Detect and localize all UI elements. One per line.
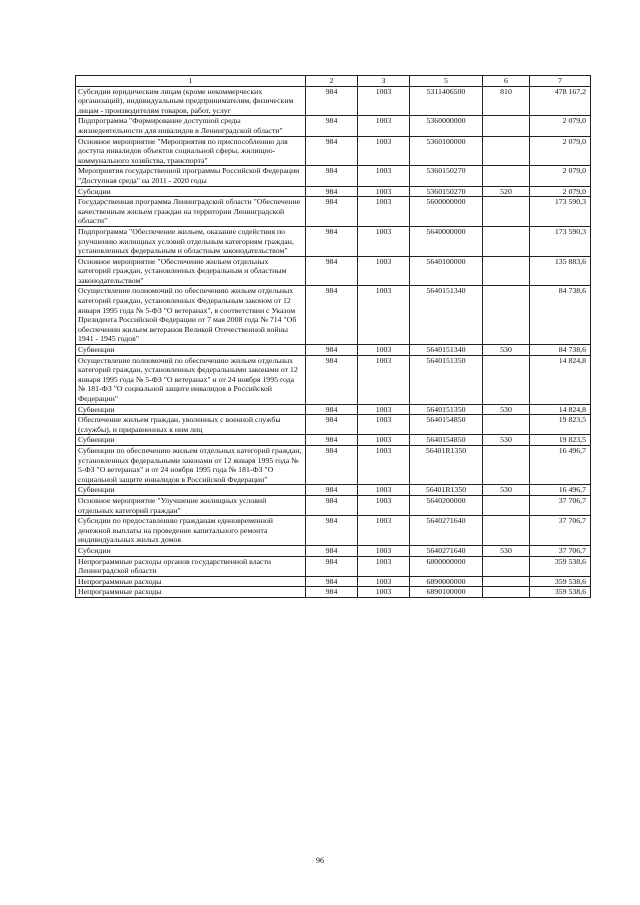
row-expense-type-cell <box>483 415 530 435</box>
row-name-cell: Субвенции <box>76 485 306 496</box>
row-amount-cell: 359 538,6 <box>530 587 591 598</box>
row-amount-cell: 2 079,0 <box>530 116 591 136</box>
row-admin-code-cell: 984 <box>306 545 358 556</box>
row-admin-code-cell: 984 <box>306 286 358 345</box>
row-target-code-cell: 6890100000 <box>410 587 483 598</box>
header-cell-1: 1 <box>76 76 306 87</box>
row-expense-type-cell <box>483 226 530 256</box>
row-admin-code-cell: 984 <box>306 576 358 587</box>
row-name-cell: Субсидии <box>76 545 306 556</box>
row-expense-type-cell: 530 <box>483 545 530 556</box>
header-cell-7: 7 <box>530 76 591 87</box>
row-expense-type-cell <box>483 197 530 227</box>
row-amount-cell: 19 823,5 <box>530 435 591 446</box>
row-amount-cell: 2 079,0 <box>530 186 591 197</box>
table-row <box>76 166 591 186</box>
table-row <box>76 136 591 166</box>
row-amount-cell: 16 496,7 <box>530 445 591 484</box>
table-row <box>76 415 591 435</box>
header-row <box>76 76 591 87</box>
row-section-code-cell: 1003 <box>358 545 410 556</box>
row-section-code-cell: 1003 <box>358 445 410 484</box>
row-section-code-cell: 1003 <box>358 345 410 356</box>
row-name-cell: Субсидии по предоставлению гражданам единовременной денежной выплаты на проведение капитального ремонта индивидуальных жилых домов <box>76 516 306 546</box>
budget-table <box>75 75 591 598</box>
row-target-code-cell: 5360100000 <box>410 136 483 166</box>
row-admin-code-cell: 984 <box>306 136 358 166</box>
row-amount-cell: 37 706,7 <box>530 516 591 546</box>
row-expense-type-cell <box>483 587 530 598</box>
row-name-cell: Субвенции <box>76 435 306 446</box>
table-row <box>76 86 591 116</box>
row-admin-code-cell: 984 <box>306 587 358 598</box>
row-admin-code-cell: 984 <box>306 556 358 576</box>
table-row <box>76 355 591 404</box>
row-admin-code-cell: 984 <box>306 495 358 515</box>
row-target-code-cell: 5640151350 <box>410 404 483 415</box>
row-section-code-cell: 1003 <box>358 415 410 435</box>
row-name-cell: Непрограммные расходы органов государственной власти Ленинградской области <box>76 556 306 576</box>
row-name-cell: Государственная программа Ленинградской области "Обеспечение качественным жильем граждан на территории Ленинградской области" <box>76 197 306 227</box>
row-target-code-cell: 5360000000 <box>410 116 483 136</box>
row-amount-cell: 2 079,0 <box>530 166 591 186</box>
row-target-code-cell: 6890000000 <box>410 576 483 587</box>
row-section-code-cell: 1003 <box>358 404 410 415</box>
row-amount-cell: 37 706,7 <box>530 495 591 515</box>
row-expense-type-cell <box>483 516 530 546</box>
row-name-cell: Обеспечение жильем граждан, уволенных с военной службы (службы), и приравненных к ним лиц <box>76 415 306 435</box>
row-admin-code-cell: 984 <box>306 355 358 404</box>
row-section-code-cell: 1003 <box>358 197 410 227</box>
table-row <box>76 116 591 136</box>
row-name-cell: Основное мероприятие "Обеспечение жильем отдельных категорий граждан, установленных федеральным и областным законодательством" <box>76 256 306 286</box>
row-expense-type-cell <box>483 136 530 166</box>
row-admin-code-cell: 984 <box>306 197 358 227</box>
row-amount-cell: 16 496,7 <box>530 485 591 496</box>
row-admin-code-cell: 984 <box>306 415 358 435</box>
row-amount-cell: 2 079,0 <box>530 136 591 166</box>
row-name-cell: Подпрограмма "Обеспечение жильем, оказание содействия по улучшению жилищных условий отдельным категориям граждан, установленных федеральным и областным законодательством" <box>76 226 306 256</box>
row-section-code-cell: 1003 <box>358 495 410 515</box>
row-amount-cell: 14 824,8 <box>530 355 591 404</box>
row-section-code-cell: 1003 <box>358 587 410 598</box>
table-row <box>76 197 591 227</box>
row-target-code-cell: 5311406500 <box>410 86 483 116</box>
header-cell-2: 2 <box>306 76 358 87</box>
row-admin-code-cell: 984 <box>306 226 358 256</box>
row-section-code-cell: 1003 <box>358 435 410 446</box>
row-admin-code-cell: 984 <box>306 404 358 415</box>
row-target-code-cell: 5640154850 <box>410 435 483 446</box>
page-number: 96 <box>316 856 324 865</box>
row-target-code-cell: 5640000000 <box>410 226 483 256</box>
row-section-code-cell: 1003 <box>358 355 410 404</box>
row-target-code-cell: 5640271640 <box>410 545 483 556</box>
row-expense-type-cell <box>483 355 530 404</box>
row-name-cell: Субсидии <box>76 186 306 197</box>
header-cell-5: 5 <box>410 76 483 87</box>
row-name-cell: Непрограммные расходы <box>76 576 306 587</box>
row-expense-type-cell <box>483 556 530 576</box>
table-body <box>76 76 591 598</box>
row-target-code-cell: 5360150270 <box>410 186 483 197</box>
table-row <box>76 485 591 496</box>
table-row <box>76 226 591 256</box>
row-expense-type-cell <box>483 495 530 515</box>
row-expense-type-cell: 530 <box>483 404 530 415</box>
table-row <box>76 435 591 446</box>
row-target-code-cell: 5640151340 <box>410 345 483 356</box>
table-row <box>76 556 591 576</box>
table-row <box>76 516 591 546</box>
table-row <box>76 445 591 484</box>
row-expense-type-cell <box>483 445 530 484</box>
row-expense-type-cell: 530 <box>483 435 530 446</box>
row-section-code-cell: 1003 <box>358 136 410 166</box>
row-name-cell: Основное мероприятие "Улучшение жилищных условий отдельных категорий граждан" <box>76 495 306 515</box>
row-amount-cell: 478 167,2 <box>530 86 591 116</box>
row-target-code-cell: 5640100000 <box>410 256 483 286</box>
row-amount-cell: 37 706,7 <box>530 545 591 556</box>
table-row <box>76 345 591 356</box>
row-name-cell: Осуществление полномочий по обеспечению жильем отдельных категорий граждан, установленных Федеральным законом от 12 января 1995 года № 5-ФЗ "О ветеранах", в соответствии с Указом Президента Российской Федерации от 7 мая 2008 года № 714 "Об обеспечении жильем ветеранов Великой Отечественной войны 1941 - 1945 годов" <box>76 286 306 345</box>
row-target-code-cell: 5640154850 <box>410 415 483 435</box>
row-name-cell: Подпрограмма "Формирование доступной среды жизнедеятельности для инвалидов в Ленинградской области" <box>76 116 306 136</box>
row-admin-code-cell: 984 <box>306 116 358 136</box>
row-target-code-cell: 56401R1350 <box>410 485 483 496</box>
row-section-code-cell: 1003 <box>358 166 410 186</box>
table-row <box>76 186 591 197</box>
row-admin-code-cell: 984 <box>306 345 358 356</box>
table-row <box>76 256 591 286</box>
row-section-code-cell: 1003 <box>358 576 410 587</box>
row-name-cell: Субвенции <box>76 345 306 356</box>
row-amount-cell: 19 823,5 <box>530 415 591 435</box>
table-row <box>76 286 591 345</box>
row-name-cell: Непрограммные расходы <box>76 587 306 598</box>
row-admin-code-cell: 984 <box>306 485 358 496</box>
table-row <box>76 576 591 587</box>
row-amount-cell: 84 738,6 <box>530 286 591 345</box>
row-admin-code-cell: 984 <box>306 166 358 186</box>
row-amount-cell: 84 738,6 <box>530 345 591 356</box>
row-expense-type-cell: 810 <box>483 86 530 116</box>
row-admin-code-cell: 984 <box>306 516 358 546</box>
row-section-code-cell: 1003 <box>358 226 410 256</box>
header-cell-3: 3 <box>358 76 410 87</box>
row-target-code-cell: 5360150270 <box>410 166 483 186</box>
row-target-code-cell: 5640271640 <box>410 516 483 546</box>
row-section-code-cell: 1003 <box>358 116 410 136</box>
table-row <box>76 404 591 415</box>
row-name-cell: Мероприятия государственной программы Российской Федерации "Доступная среда" на 2011 - 2020 годы <box>76 166 306 186</box>
row-name-cell: Основное мероприятие "Мероприятия по приспособлению для доступа инвалидов объектов социальной сферы, жилищно-коммунального хозяйства, транспорта" <box>76 136 306 166</box>
row-target-code-cell: 5640151340 <box>410 286 483 345</box>
row-name-cell: Осуществление полномочий по обеспечению жильем отдельных категорий граждан, установленных федеральными законами от 12 января 1995 года № 5-ФЗ "О ветеранах" и от 24 ноября 1995 года № 181-ФЗ "О социальной защите инвалидов в Российской Федерации" <box>76 355 306 404</box>
row-target-code-cell: 5600000000 <box>410 197 483 227</box>
row-amount-cell: 173 590,3 <box>530 226 591 256</box>
row-name-cell: Субсидии юридическим лицам (кроме некоммерческих организаций), индивидуальным предпринимателям, физическим лицам - производителям товаров, работ, услуг <box>76 86 306 116</box>
row-admin-code-cell: 984 <box>306 256 358 286</box>
row-target-code-cell: 5640200000 <box>410 495 483 515</box>
row-section-code-cell: 1003 <box>358 286 410 345</box>
row-section-code-cell: 1003 <box>358 516 410 546</box>
row-expense-type-cell <box>483 286 530 345</box>
row-admin-code-cell: 984 <box>306 435 358 446</box>
row-admin-code-cell: 984 <box>306 186 358 197</box>
row-admin-code-cell: 984 <box>306 445 358 484</box>
row-amount-cell: 14 824,8 <box>530 404 591 415</box>
row-section-code-cell: 1003 <box>358 186 410 197</box>
row-section-code-cell: 1003 <box>358 556 410 576</box>
row-target-code-cell: 5640151350 <box>410 355 483 404</box>
table-row <box>76 495 591 515</box>
row-amount-cell: 173 590,3 <box>530 197 591 227</box>
row-expense-type-cell <box>483 256 530 286</box>
row-name-cell: Субвенции <box>76 404 306 415</box>
row-expense-type-cell <box>483 166 530 186</box>
row-amount-cell: 359 538,6 <box>530 576 591 587</box>
row-target-code-cell: 6800000000 <box>410 556 483 576</box>
header-cell-6: 6 <box>483 76 530 87</box>
row-expense-type-cell: 530 <box>483 485 530 496</box>
row-section-code-cell: 1003 <box>358 86 410 116</box>
row-amount-cell: 359 538,6 <box>530 556 591 576</box>
row-section-code-cell: 1003 <box>358 256 410 286</box>
row-expense-type-cell <box>483 576 530 587</box>
row-target-code-cell: 56401R1350 <box>410 445 483 484</box>
table-row <box>76 587 591 598</box>
row-section-code-cell: 1003 <box>358 485 410 496</box>
row-expense-type-cell: 530 <box>483 345 530 356</box>
row-amount-cell: 135 883,6 <box>530 256 591 286</box>
table-row <box>76 545 591 556</box>
row-admin-code-cell: 984 <box>306 86 358 116</box>
row-expense-type-cell: 520 <box>483 186 530 197</box>
row-name-cell: Субвенции по обеспечению жильем отдельных категорий граждан, установленных федеральными законами от 12 января 1995 года № 5-ФЗ "О ветеранах" и от 24 ноября 1995 года № 181-ФЗ "О социальной защите инвалидов в Российской Федерации" <box>76 445 306 484</box>
row-expense-type-cell <box>483 116 530 136</box>
